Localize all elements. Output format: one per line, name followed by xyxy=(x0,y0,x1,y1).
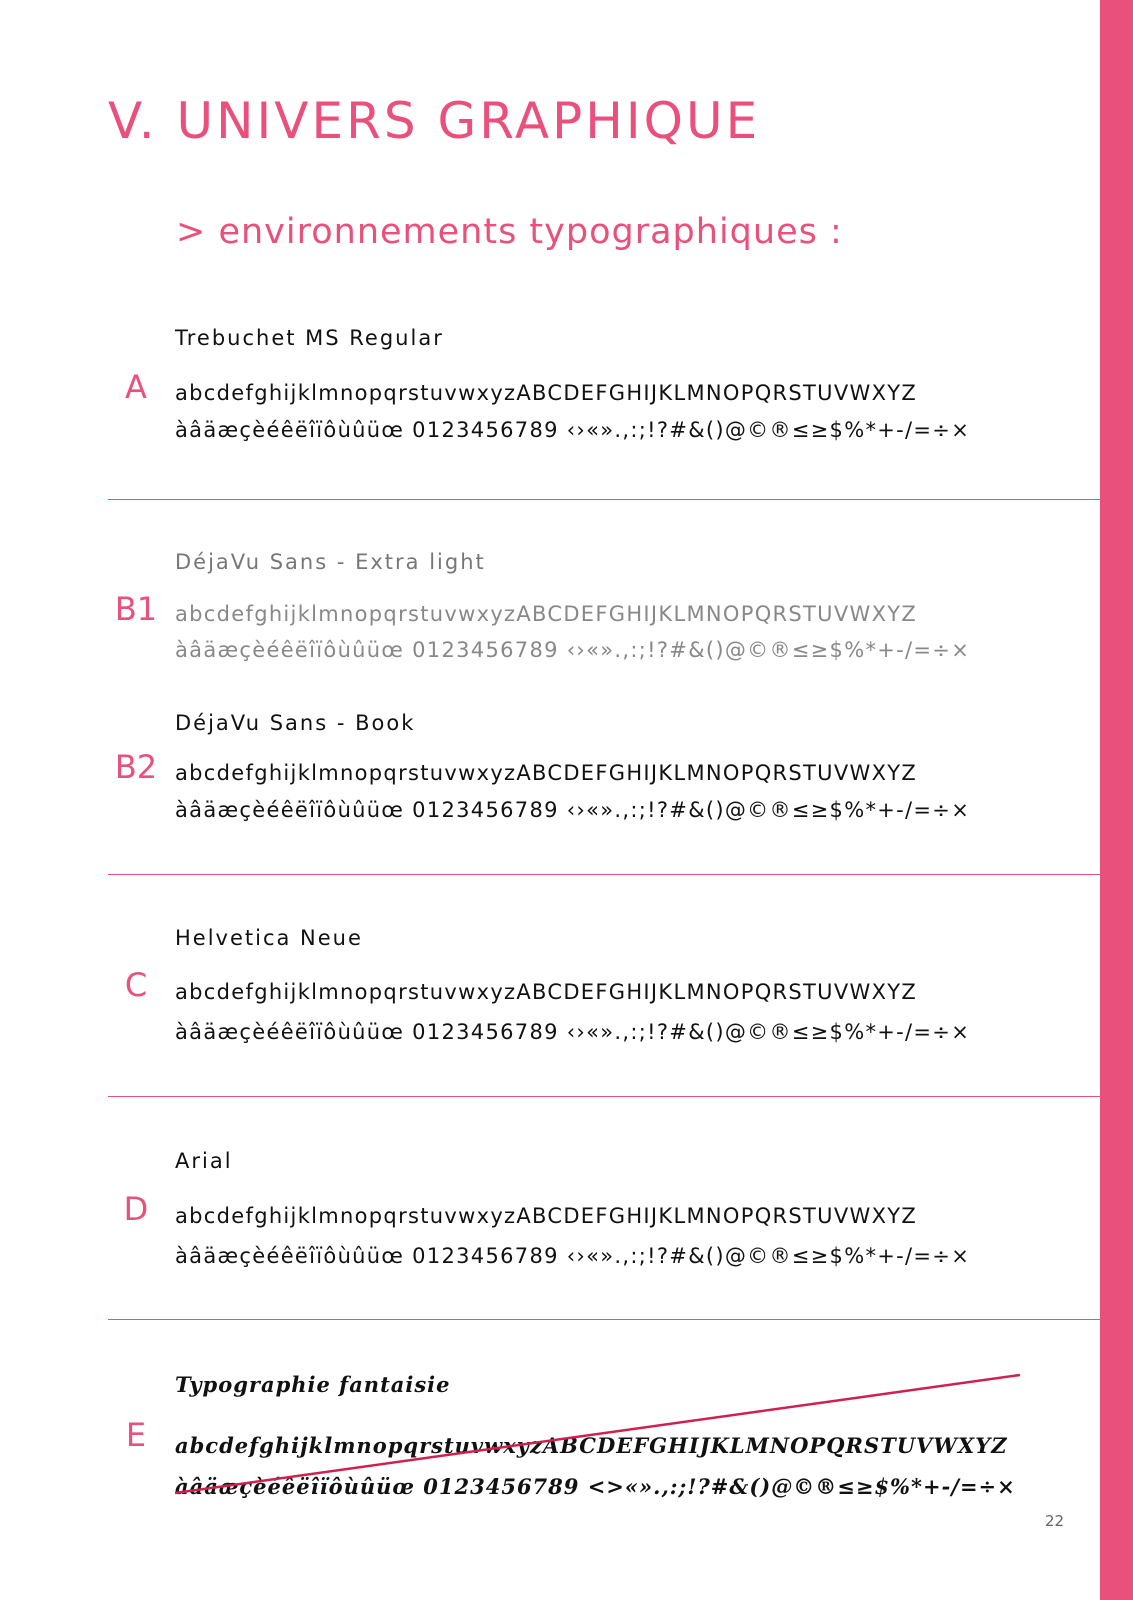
page-title: V. UNIVERS GRAPHIQUE xyxy=(108,92,761,150)
section-letter: A xyxy=(125,368,147,406)
section-letter: B2 xyxy=(114,748,158,786)
page-subtitle: > environnements typographiques : xyxy=(176,212,843,252)
font-name: Helvetica Neue xyxy=(175,926,363,950)
accents-sample: àâäæçèéêëîïôùûüœ 0123456789 ‹›«».,:;!?#&()@©®≤≥$%*+-/=÷× xyxy=(175,1020,971,1044)
font-name: DéjaVu Sans - Book xyxy=(175,711,416,735)
section-letter: B1 xyxy=(114,590,158,628)
section-letter: E xyxy=(125,1416,147,1454)
alphabet-sample: abcdefghijklmnopqrstuvwxyzABCDEFGHIJKLMNOPQRSTUVWXYZ xyxy=(175,602,918,626)
font-name: Trebuchet MS Regular xyxy=(175,326,444,350)
font-name: DéjaVu Sans - Extra light xyxy=(175,550,486,574)
accents-sample: àâäæçèéêëîïôùûüœ 0123456789 ‹›«».,:;!?#&()@©®≤≥$%*+-/=÷× xyxy=(175,638,971,662)
page-number: 22 xyxy=(1045,1512,1065,1530)
section-letter: D xyxy=(123,1190,149,1228)
alphabet-sample: abcdefghijklmnopqrstuvwxyzABCDEFGHIJKLMNOPQRSTUVWXYZ xyxy=(175,1433,1008,1458)
accents-sample: àâäæçèéêëîïôùûüœ 0123456789 ‹›«».,:;!?#&()@©®≤≥$%*+-/=÷× xyxy=(175,1244,971,1268)
section-letter: C xyxy=(124,966,148,1004)
alphabet-sample: abcdefghijklmnopqrstuvwxyzABCDEFGHIJKLMNOPQRSTUVWXYZ xyxy=(175,381,918,405)
accents-sample: àâäæçèéêëîïôùûüœ 0123456789 <>«».,:;!?#&()@©®≤≥$%*+-/=÷× xyxy=(175,1474,1016,1499)
alphabet-sample: abcdefghijklmnopqrstuvwxyzABCDEFGHIJKLMNOPQRSTUVWXYZ xyxy=(175,761,918,785)
font-name: Arial xyxy=(175,1149,233,1173)
alphabet-sample: abcdefghijklmnopqrstuvwxyzABCDEFGHIJKLMNOPQRSTUVWXYZ xyxy=(175,1204,918,1228)
accents-sample: àâäæçèéêëîïôùûüœ 0123456789 ‹›«».,:;!?#&()@©®≤≥$%*+-/=÷× xyxy=(175,798,971,822)
strike-line xyxy=(175,1375,1020,1493)
alphabet-sample: abcdefghijklmnopqrstuvwxyzABCDEFGHIJKLMNOPQRSTUVWXYZ xyxy=(175,980,918,1004)
accents-sample: àâäæçèéêëîïôùûüœ 0123456789 ‹›«».,:;!?#&()@©®≤≥$%*+-/=÷× xyxy=(175,418,971,442)
font-name: Typographie fantaisie xyxy=(175,1372,451,1397)
